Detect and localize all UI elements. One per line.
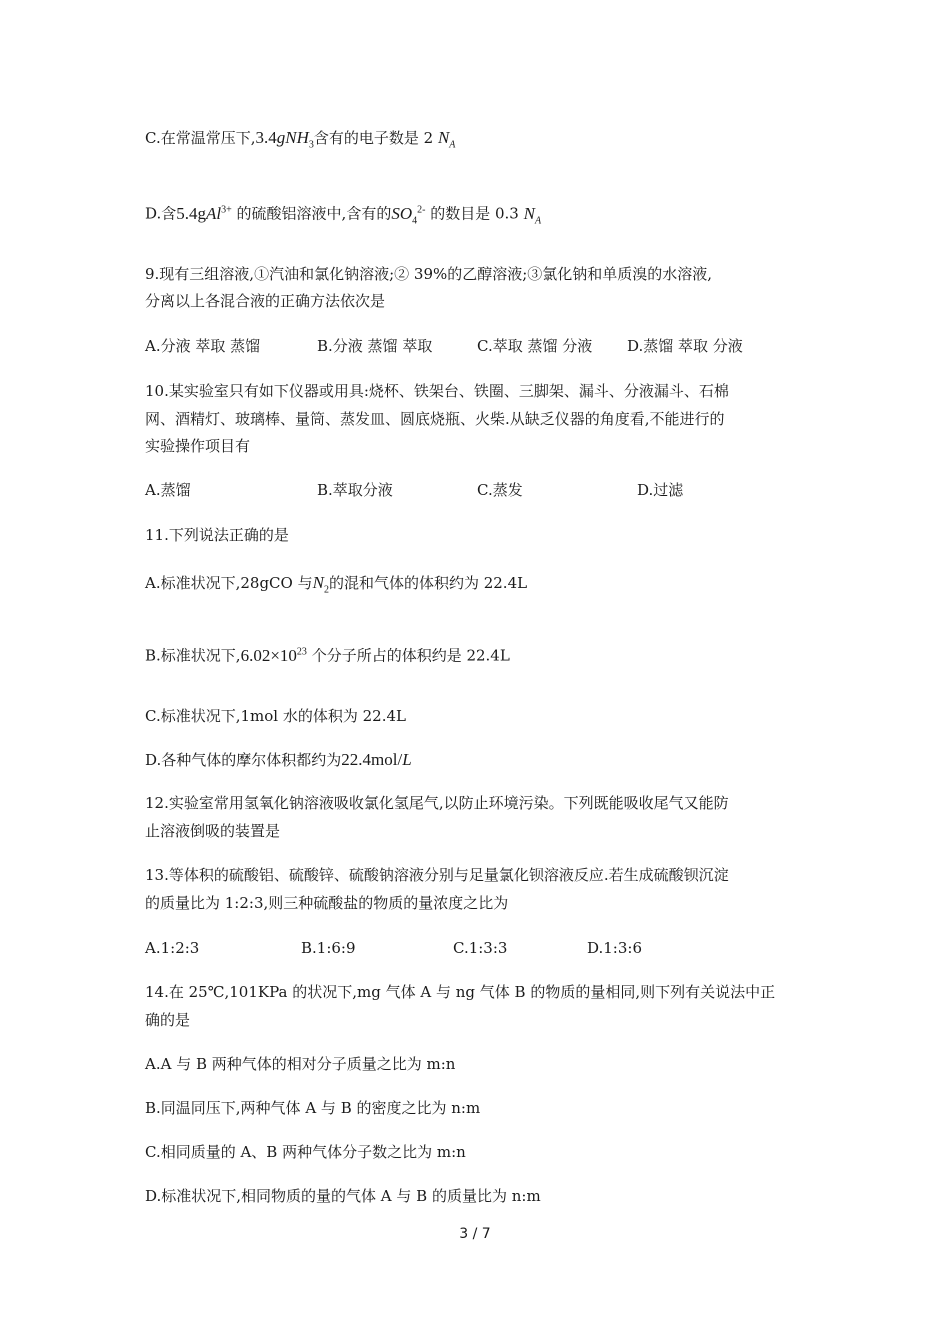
q9-option-c: C.萃取 蒸馏 分液 bbox=[477, 337, 593, 355]
q13-option-d: D.1:3:6 bbox=[587, 939, 642, 957]
q9-options bbox=[145, 336, 743, 356]
q11-option-d: D.各种气体的摩尔体积都约为22.4mol/L bbox=[145, 750, 412, 769]
q8d-prefix: D.含 bbox=[145, 204, 177, 223]
q9-stem-line1: 9.现有三组溶液,①汽油和氯化钠溶液;② 39%的乙醇溶液;③氯化钠和单质溴的水溶液, bbox=[145, 265, 713, 283]
q14-option-d: D.标准状况下,相同物质的量的气体 A 与 B 的质量比为 n:m bbox=[145, 1187, 541, 1205]
q8d-na: $N_A$ bbox=[523, 203, 542, 227]
q14-option-b: B.同温同压下,两种气体 A 与 B 的密度之比为 n:m bbox=[145, 1099, 481, 1117]
q10-option-d: D.过滤 bbox=[637, 481, 684, 499]
q8-option-d bbox=[145, 200, 541, 231]
q8d-mid2: 的数目是 0.3 bbox=[425, 204, 524, 223]
q8d-al-mass: 5.4gAl$^{3+}$ bbox=[176, 203, 232, 223]
q12-stem-line2: 止溶液倒吸的装置是 bbox=[145, 822, 281, 840]
q11a-n2: $N_2$ bbox=[312, 573, 329, 596]
q10-option-c: C.蒸发 bbox=[477, 481, 523, 499]
q14-option-a: A.A 与 B 两种气体的相对分子质量之比为 m:n bbox=[145, 1055, 456, 1073]
q13-stem-line1: 13.等体积的硫酸铝、硫酸锌、硫酸钠溶液分别与足量氯化钡溶液反应.若生成硫酸钡沉淀 bbox=[145, 866, 729, 884]
page-number: 3 / 7 bbox=[459, 1226, 491, 1242]
q11-stem: 11.下列说法正确的是 bbox=[145, 526, 289, 544]
q8c-prefix: C.在常温常压下, bbox=[145, 129, 256, 147]
q9-stem-line2: 分离以上各混合液的正确方法依次是 bbox=[145, 292, 386, 310]
q10-stem-line1: 10.某实验室只有如下仪器或用具:烧杯、铁架台、铁圈、三脚架、漏斗、分液漏斗、石棉 bbox=[145, 382, 729, 400]
q10-stem-line3: 实验操作项目有 bbox=[145, 437, 251, 455]
q9-option-d: D.蒸馏 萃取 分液 bbox=[627, 337, 743, 355]
q10-option-b: B.萃取分液 bbox=[317, 481, 393, 499]
q13-option-c: C.1:3:3 bbox=[453, 939, 508, 957]
q11-option-c: C.标准状况下,1mol 水的体积为 22.4L bbox=[145, 707, 406, 725]
q14-stem-line1: 14.在 25℃,101KPa 的状况下,mg 气体 A 与 ng 气体 B 的物质的量相同,则下列有关说法中正 bbox=[145, 983, 776, 1001]
q11d-molar-volume: 22.4mol/L bbox=[341, 750, 412, 769]
q10-option-a: A.蒸馏 bbox=[145, 481, 191, 499]
q13-stem-line2: 的质量比为 1:2:3,则三种硫酸盐的物质的量浓度之比为 bbox=[145, 894, 509, 912]
q14-option-c: C.相同质量的 A、B 两种气体分子数之比为 m:n bbox=[145, 1143, 466, 1161]
q9-option-a: A.分液 萃取 蒸馏 bbox=[145, 337, 261, 355]
q10-stem-line2: 网、酒精灯、玻璃棒、量筒、蒸发皿、圆底烧瓶、火柴.从缺乏仪器的角度看,不能进行的 bbox=[145, 410, 725, 428]
q13-options bbox=[145, 938, 642, 958]
q8c-mid: 含有的电子数是 2 bbox=[313, 129, 438, 147]
q11b-avogadro: $6.02\times 10^{23}$ bbox=[240, 645, 307, 665]
q11-option-b: B.标准状况下$,6.02\times 10^{23}$ 个分子所占的体积约是 22.4L bbox=[145, 645, 510, 665]
q10-options bbox=[145, 480, 683, 500]
q8c-formula: 3.4gNH$_3$ bbox=[255, 128, 314, 151]
q8d-sulfate: $SO_4^{2-}$ bbox=[391, 203, 426, 227]
q13-option-b: B.1:6:9 bbox=[301, 939, 356, 957]
q14-stem-line2: 确的是 bbox=[145, 1011, 191, 1029]
q11-option-a: A.标准状况下,28gCO 与$N_2$的混和气体的体积约为 22.4L bbox=[145, 573, 528, 596]
q13-option-a: A.1:2:3 bbox=[145, 939, 200, 957]
q12-stem-line1: 12.实验室常用氢氧化钠溶液吸收氯化氢尾气,以防止环境污染。下列既能吸收尾气又能防 bbox=[145, 794, 729, 812]
q8d-mid: 的硫酸铝溶液中,含有的 bbox=[236, 204, 392, 223]
q9-option-b: B.分液 蒸馏 萃取 bbox=[317, 337, 433, 355]
q8c-na: $N_A$ bbox=[437, 128, 456, 151]
q8-option-c bbox=[145, 128, 455, 155]
